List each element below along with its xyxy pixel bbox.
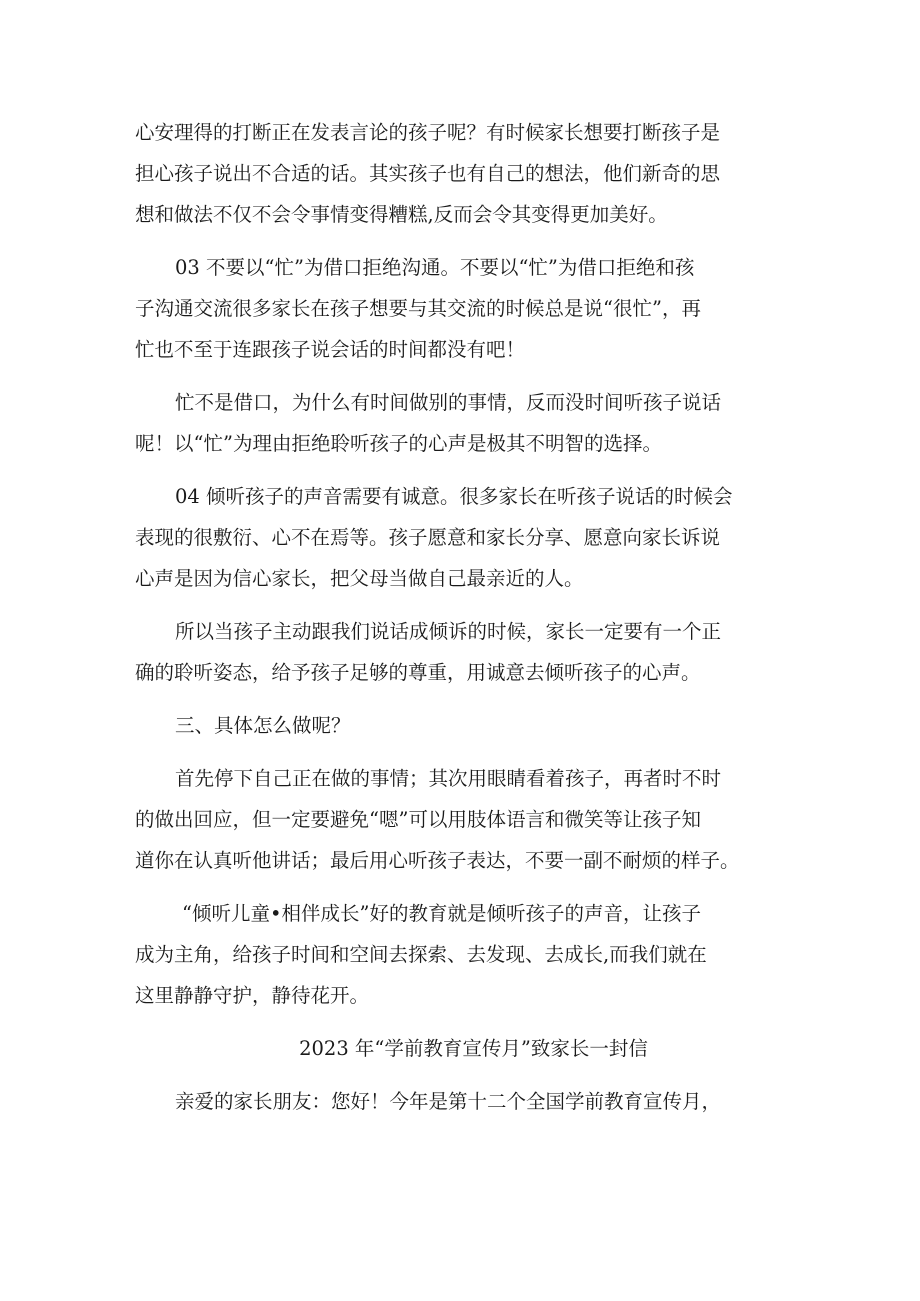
- text-line: 子沟通交流很多家长在孩子想要与其交流的时候总是说“很忙”，再: [135, 297, 701, 320]
- paragraph-busy-excuse: [135, 382, 800, 464]
- text-line: 所以当孩子主动跟我们说话成倾诉的时候，家长一定要有一个正: [175, 620, 722, 643]
- letter-title-block: [135, 1028, 800, 1069]
- text-line: “倾听儿童•相伴成长”好的教育就是倾听孩子的声音，让孩子: [182, 902, 701, 925]
- text-line: 04 倾听孩子的声音需要有诚意。很多家长在听孩子说话的时候会: [175, 485, 733, 508]
- document-body: [135, 112, 800, 1134]
- paragraph-03-busy: [135, 247, 800, 370]
- text-line: 首先停下自己正在做的事情；其次用眼睛看着孩子，再者时不时: [175, 767, 722, 790]
- letter-greeting: [135, 1081, 800, 1122]
- text-line: 这里静静守护，静待花开。: [135, 984, 370, 1007]
- paragraph-interrupt: [135, 112, 800, 235]
- text-line: 呢！以“忙”为理由拒绝聆听孩子的心声是极其不明智的选择。: [135, 432, 662, 455]
- text-line: 表现的很敷衍、心不在焉等。孩子愿意和家长分享、愿意向家长诉说: [135, 526, 721, 549]
- text-line: 成为主角，给孩子时间和空间去探索、去发现、去成长,而我们就在: [135, 943, 707, 966]
- paragraph-listening-attitude: [135, 611, 800, 693]
- text-line: 亲爱的家长朋友：您好！今年是第十二个全国学前教育宣传月，: [175, 1090, 722, 1113]
- text-line: 心声是因为信心家长，把父母当做自己最亲近的人。: [135, 567, 584, 590]
- text-line: 的做出回应，但一定要避免“嗯”可以用肢体语言和微笑等让孩子知: [135, 808, 701, 831]
- text-line: 忙不是借口，为什么有时间做别的事情，反而没时间听孩子说话: [175, 391, 722, 414]
- text-line: 想和做法不仅不会令事情变得糟糕,反而会令其变得更加美好。: [135, 203, 668, 226]
- text-line: 确的聆听姿态，给予孩子足够的尊重，用诚意去倾听孩子的心声。: [135, 661, 701, 684]
- section-heading-how-to: [135, 705, 800, 746]
- text-line: 心安理得的打断正在发表言论的孩子呢？有时候家长想要打断孩子是: [135, 121, 721, 144]
- text-line: 03 不要以“忙”为借口拒绝沟通。不要以“忙”为借口拒绝和孩: [175, 256, 695, 279]
- text-line: 道你在认真听他讲话；最后用心听孩子表达，不要一副不耐烦的样子。: [135, 849, 740, 872]
- text-line: 忙也不至于连跟孩子说会话的时间都没有吧！: [135, 338, 526, 361]
- letter-title: 2023 年“学前教育宣传月”致家长一封信: [299, 1037, 648, 1060]
- paragraph-04-sincerity: [135, 476, 800, 599]
- paragraph-steps: [135, 758, 800, 881]
- paragraph-slogan: [135, 893, 800, 934]
- section-heading: 三、具体怎么做呢？: [175, 714, 351, 737]
- text-line: 担心孩子说出不合适的话。其实孩子也有自己的想法，他们新奇的思: [135, 162, 721, 185]
- paragraph-slogan-continued: [135, 934, 800, 1016]
